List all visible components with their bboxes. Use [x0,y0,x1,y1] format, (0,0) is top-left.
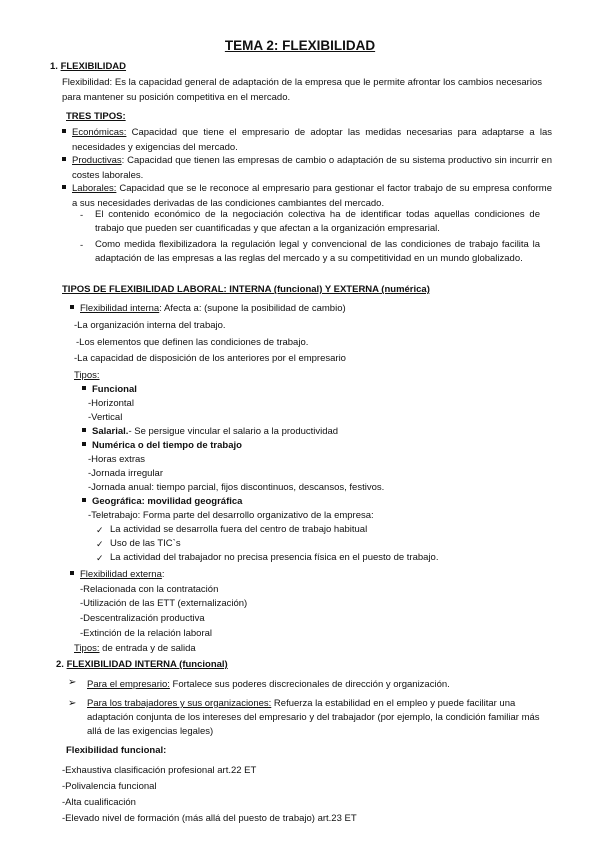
check-item-1: La actividad se desarrolla fuera del centro de trabajo habitual [110,524,368,535]
section-2-number: 2. [56,659,64,670]
page-title: TEMA 2: FLEXIBILIDAD [224,38,376,53]
externa-item-3: -Descentralización productiva [80,613,205,624]
list-item-laborales [62,181,552,211]
laborales-dash-2: Como medida flexibilizadora la regulación legal y convencional de las condiciones de trabajo facilita la adaptación de las empresas a las reglas del mercado y a su competitividad en un mundo globalizado. [95,239,540,264]
tipo-salarial [82,426,338,438]
afecta-item-1: -La organización interna del trabajo. [74,320,226,331]
laborales-text: Capacidad que se le reconoce al empresario para gestionar el factor trabajo de su empresa conforme a sus necesidades derivadas de las condiciones cambiantes del mercado. [72,183,552,209]
section-1-heading [50,61,126,73]
trabajadores-text: Refuerza la estabilidad en el empleo y puede facilitar una adaptación conjunta de los intereses del empresario y del trabajador (por ejemplo, la condición familiar más allá de las exigencias legales) [87,698,540,737]
vertical-item: -Vertical [88,412,123,423]
externa-text: : [161,569,165,580]
trabajadores-item [87,697,542,739]
arrow-bullet-icon: ➢ [68,698,77,709]
funcional-item-3: -Alta cualificación [62,797,136,808]
checkmark-icon: ✓ [96,539,104,549]
square-bullet-icon [62,185,66,189]
tres-tipos-heading: TRES TIPOS: [66,111,126,122]
checkmark-icon: ✓ [96,525,104,535]
tipo-funcional [82,384,137,396]
afecta-item-2: -Los elementos que definen las condiciones de trabajo. [76,337,309,348]
flexibilidad-externa-item [70,569,165,581]
tipo-numerica [82,440,242,452]
numerica-label: Numérica o del tiempo de trabajo [92,440,242,451]
square-bullet-icon [82,428,86,432]
list-item-economicas [62,125,552,155]
productivas-label: Productivas [72,155,122,166]
laborales-label: Laborales: [72,183,117,194]
tipos-flexibilidad-heading: TIPOS DE FLEXIBILIDAD LABORAL: INTERNA (funcional) Y EXTERNA (numérica) [62,284,430,295]
arrow-bullet-icon: ➢ [68,677,77,688]
economicas-text: Capacidad que tiene el empresario de adoptar las medidas necesarias para adaptarse a las necesidades y exigencias del mercado. [72,127,552,153]
jornada-irregular-item: -Jornada irregular [88,468,163,479]
externa-item-4: -Extinción de la relación laboral [80,628,213,639]
interna-label: Flexibilidad interna [80,303,160,314]
horas-extras-item: -Horas extras [88,454,146,465]
teletrabajo-item: -Teletrabajo: Forma parte del desarrollo organizativo de la empresa: [88,510,374,521]
economicas-label: Económicas: [72,127,127,138]
salarial-text: - Se persigue vincular el salario a la productividad [128,426,339,437]
flexibilidad-interna-item [70,303,346,315]
definition-paragraph: Flexibilidad: Es la capacidad general de adaptación de la empresa que le permite afrontar los cambios necesarios para mantener su posición competitiva en el mercado. [62,77,542,103]
square-bullet-icon [62,129,66,133]
check-item-3: La actividad del trabajador no precisa presencia física en el puesto de trabajo. [110,552,439,563]
checkmark-icon: ✓ [96,553,104,563]
jornada-anual-item: -Jornada anual: tiempo parcial, fijos discontinuos, descansos, festivos. [88,482,385,493]
funcional-item-1: -Exhaustiva clasificación profesional art.22 ET [62,765,257,776]
trabajadores-label: Para los trabajadores y sus organizaciones: [87,698,272,709]
check-item-2: Uso de las TIC`s [110,538,181,549]
externa-label: Flexibilidad externa [80,569,162,580]
tipos-2-text: de entrada y de salida [99,643,196,654]
productivas-text: : Capacidad que tienen las empresas de cambio o adaptación de su sistema productivo sin incurrir en costes laborales. [72,155,552,181]
section-2-title: FLEXIBILIDAD INTERNA (funcional) [66,659,228,670]
funcional-item-4: -Elevado nivel de formación (más allá del puesto de trabajo) art.23 ET [62,813,357,824]
funcional-item-2: -Polivalencia funcional [62,781,157,792]
section-1-number: 1. [50,61,58,72]
empresario-item [87,679,450,691]
horizontal-item: -Horizontal [88,398,134,409]
geografica-label: Geográfica: movilidad geográfica [92,496,243,507]
empresario-label: Para el empresario: [87,679,170,690]
tipo-geografica [82,496,242,508]
externa-item-1: -Relacionada con la contratación [80,584,219,595]
dash-bullet: - [80,210,84,221]
square-bullet-icon [82,498,86,502]
tipos-label: Tipos: [74,370,100,381]
flexibilidad-funcional-heading: Flexibilidad funcional: [66,745,167,756]
dash-bullet: - [80,240,84,251]
empresario-text: Fortalece sus poderes discrecionales de dirección y organización. [169,679,450,690]
square-bullet-icon [62,157,66,161]
laborales-dash-1: El contenido económico de la negociación colectiva ha de identificar todas aquellas condiciones de trabajo que pueden ser cuantificadas y que afectan a la organización empresarial. [95,209,540,234]
externa-item-2: -Utilización de las ETT (externalización) [80,598,248,609]
interna-text: : Afecta a: (supone la posibilidad de cambio) [159,303,346,314]
funcional-label: Funcional [92,384,137,395]
square-bullet-icon [82,442,86,446]
square-bullet-icon [70,305,74,309]
list-item-productivas [62,153,552,183]
square-bullet-icon [82,386,86,390]
square-bullet-icon [70,571,74,575]
section-2-heading [56,659,228,671]
tipos-entrada-salida [74,643,196,655]
afecta-item-3: -La capacidad de disposición de los anteriores por el empresario [74,353,346,364]
salarial-label: Salarial. [92,426,129,437]
section-1-title: FLEXIBILIDAD [60,61,127,72]
tipos-2-label: Tipos: [74,643,100,654]
